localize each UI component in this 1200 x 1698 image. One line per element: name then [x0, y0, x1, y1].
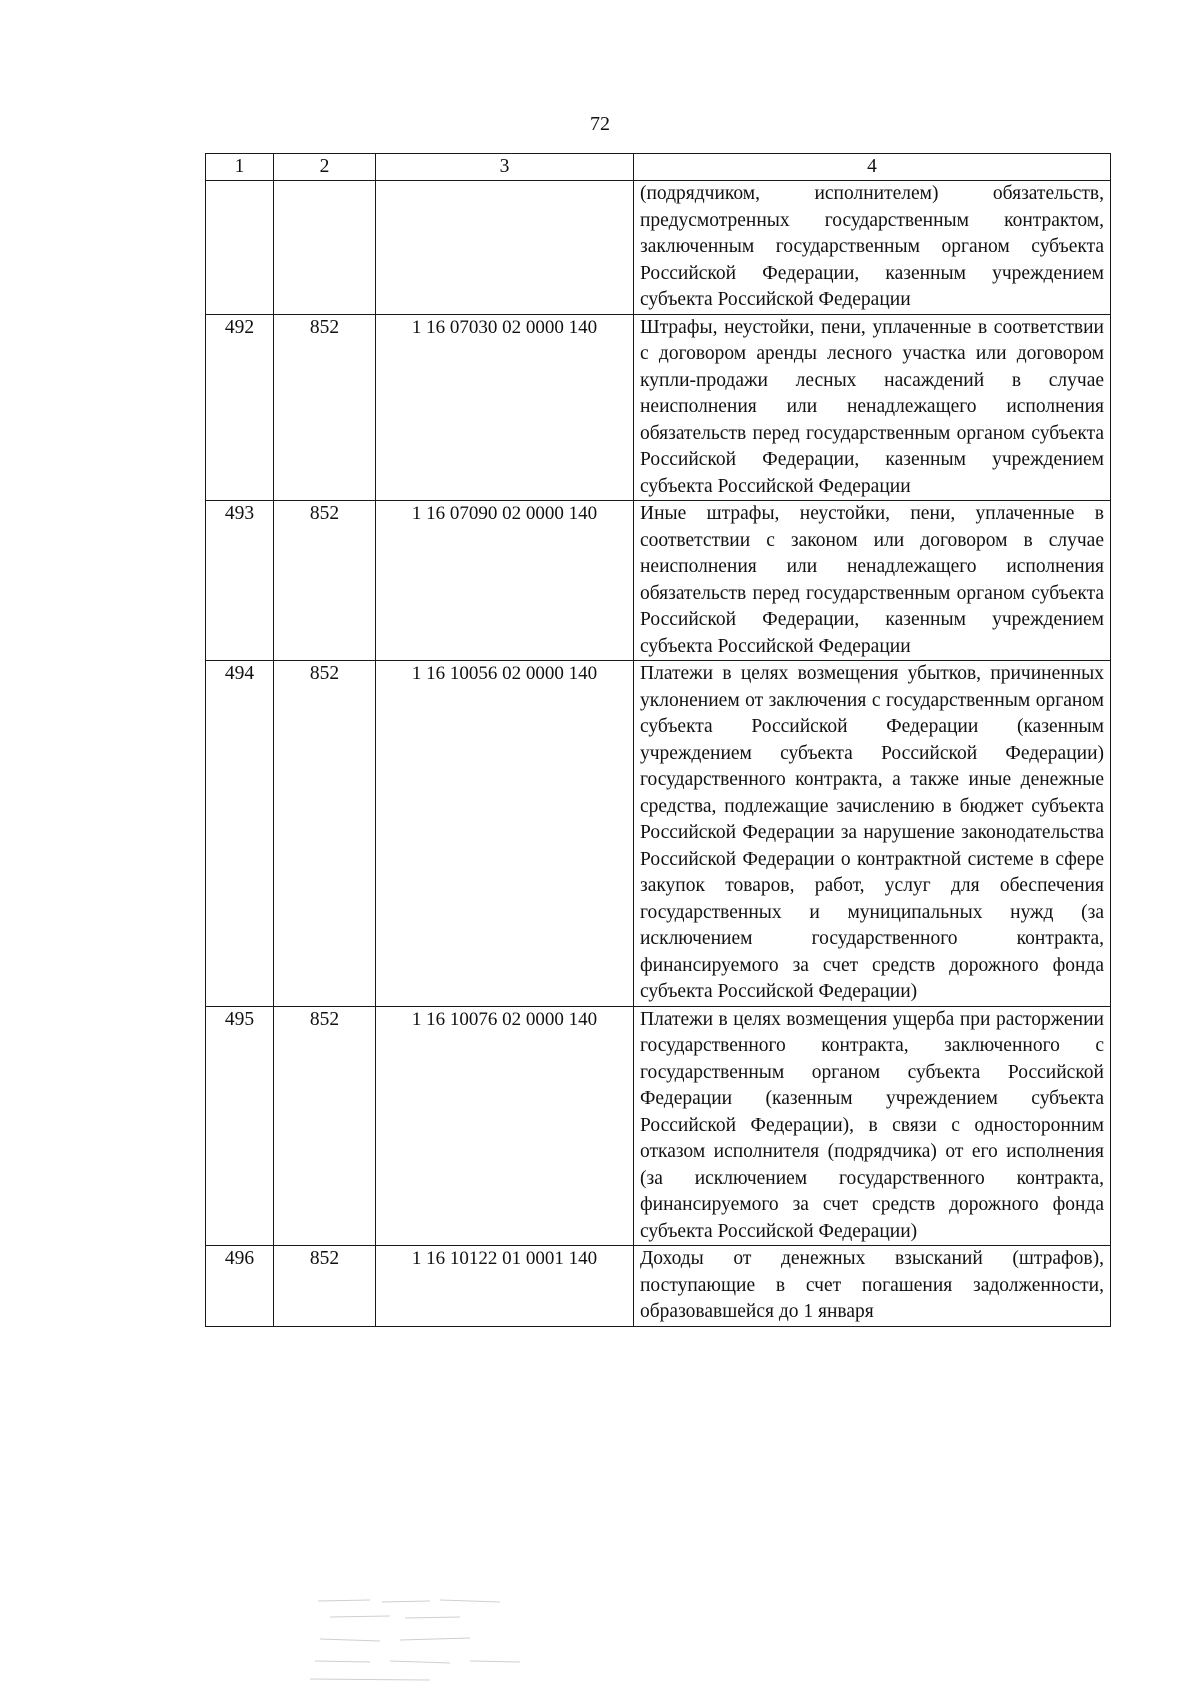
- cell-kbk: 1 16 10076 02 0000 140: [376, 1006, 634, 1246]
- cell-num: 494: [206, 661, 274, 1007]
- cell-admin-code: [274, 181, 376, 315]
- cell-kbk: [376, 181, 634, 315]
- table-row: [206, 314, 1111, 501]
- table-header-row: [206, 154, 1111, 181]
- cell-admin-code: 852: [274, 1246, 376, 1327]
- cell-kbk: 1 16 10056 02 0000 140: [376, 661, 634, 1007]
- cell-admin-code: 852: [274, 501, 376, 661]
- cell-admin-code: 852: [274, 661, 376, 1007]
- header-col-3: 3: [376, 154, 634, 181]
- cell-num: [206, 181, 274, 315]
- cell-num: 493: [206, 501, 274, 661]
- revenue-codes-table: [205, 153, 1111, 1327]
- table-row: [206, 1246, 1111, 1327]
- table-row: [206, 661, 1111, 1007]
- cell-description: Платежи в целях возмещения убытков, причиненных уклонением от заключения с государственным органом субъекта Российской Федерации (казенным учреждением субъекта Российской Федерации) государственного контракта, а также иные денежные средства, подлежащие зачислению в бюджет субъекта Российской Федерации за нарушение законодательства Российской Федерации о контрактной системе в сфере закупок товаров, работ, услуг для обеспечения государственных и муниципальных нужд (за исключением государственного контракта, финансируемого за счет средств дорожного фонда субъекта Российской Федерации): [634, 661, 1111, 1007]
- cell-description: Штрафы, неустойки, пени, уплаченные в соответствии с договором аренды лесного участка или договором купли-продажи лесных насаждений в случае неисполнения или ненадлежащего исполнения обязательств перед государственным органом субъекта Российской Федерации, казенным учреждением субъекта Российской Федерации: [634, 314, 1111, 501]
- cell-num: 495: [206, 1006, 274, 1246]
- cell-admin-code: 852: [274, 314, 376, 501]
- page-number: 72: [590, 113, 610, 135]
- cell-kbk: 1 16 07090 02 0000 140: [376, 501, 634, 661]
- table-row: [206, 501, 1111, 661]
- cell-description: (подрядчиком, исполнителем) обязательств, предусмотренных государственным контрактом, заключенным государственным органом субъекта Российской Федерации, казенным учреждением субъекта Российской Федерации: [634, 181, 1111, 315]
- cell-kbk: 1 16 10122 01 0001 140: [376, 1246, 634, 1327]
- cell-description: Иные штрафы, неустойки, пени, уплаченные в соответствии с законом или договором в случае неисполнения или ненадлежащего исполнения обязательств перед государственным органом субъекта Российской Федерации, казенным учреждением субъекта Российской Федерации: [634, 501, 1111, 661]
- cell-kbk: 1 16 07030 02 0000 140: [376, 314, 634, 501]
- cell-num: 496: [206, 1246, 274, 1327]
- scan-noise-marks: [310, 1595, 530, 1685]
- table-row-continuation: [206, 181, 1111, 315]
- cell-num: 492: [206, 314, 274, 501]
- cell-description: Платежи в целях возмещения ущерба при расторжении государственного контракта, заключенного с государственным органом субъекта Российской Федерации (казенным учреждением субъекта Российской Федерации), в связи с односторонним отказом исполнителя (подрядчика) от его исполнения (за исключением государственного контракта, финансируемого за счет средств дорожного фонда субъекта Российской Федерации): [634, 1006, 1111, 1246]
- cell-description: Доходы от денежных взысканий (штрафов), поступающие в счет погашения задолженности, образовавшейся до 1 января: [634, 1246, 1111, 1327]
- header-col-2: 2: [274, 154, 376, 181]
- table-row: [206, 1006, 1111, 1246]
- cell-admin-code: 852: [274, 1006, 376, 1246]
- header-col-4: 4: [634, 154, 1111, 181]
- header-col-1: 1: [206, 154, 274, 181]
